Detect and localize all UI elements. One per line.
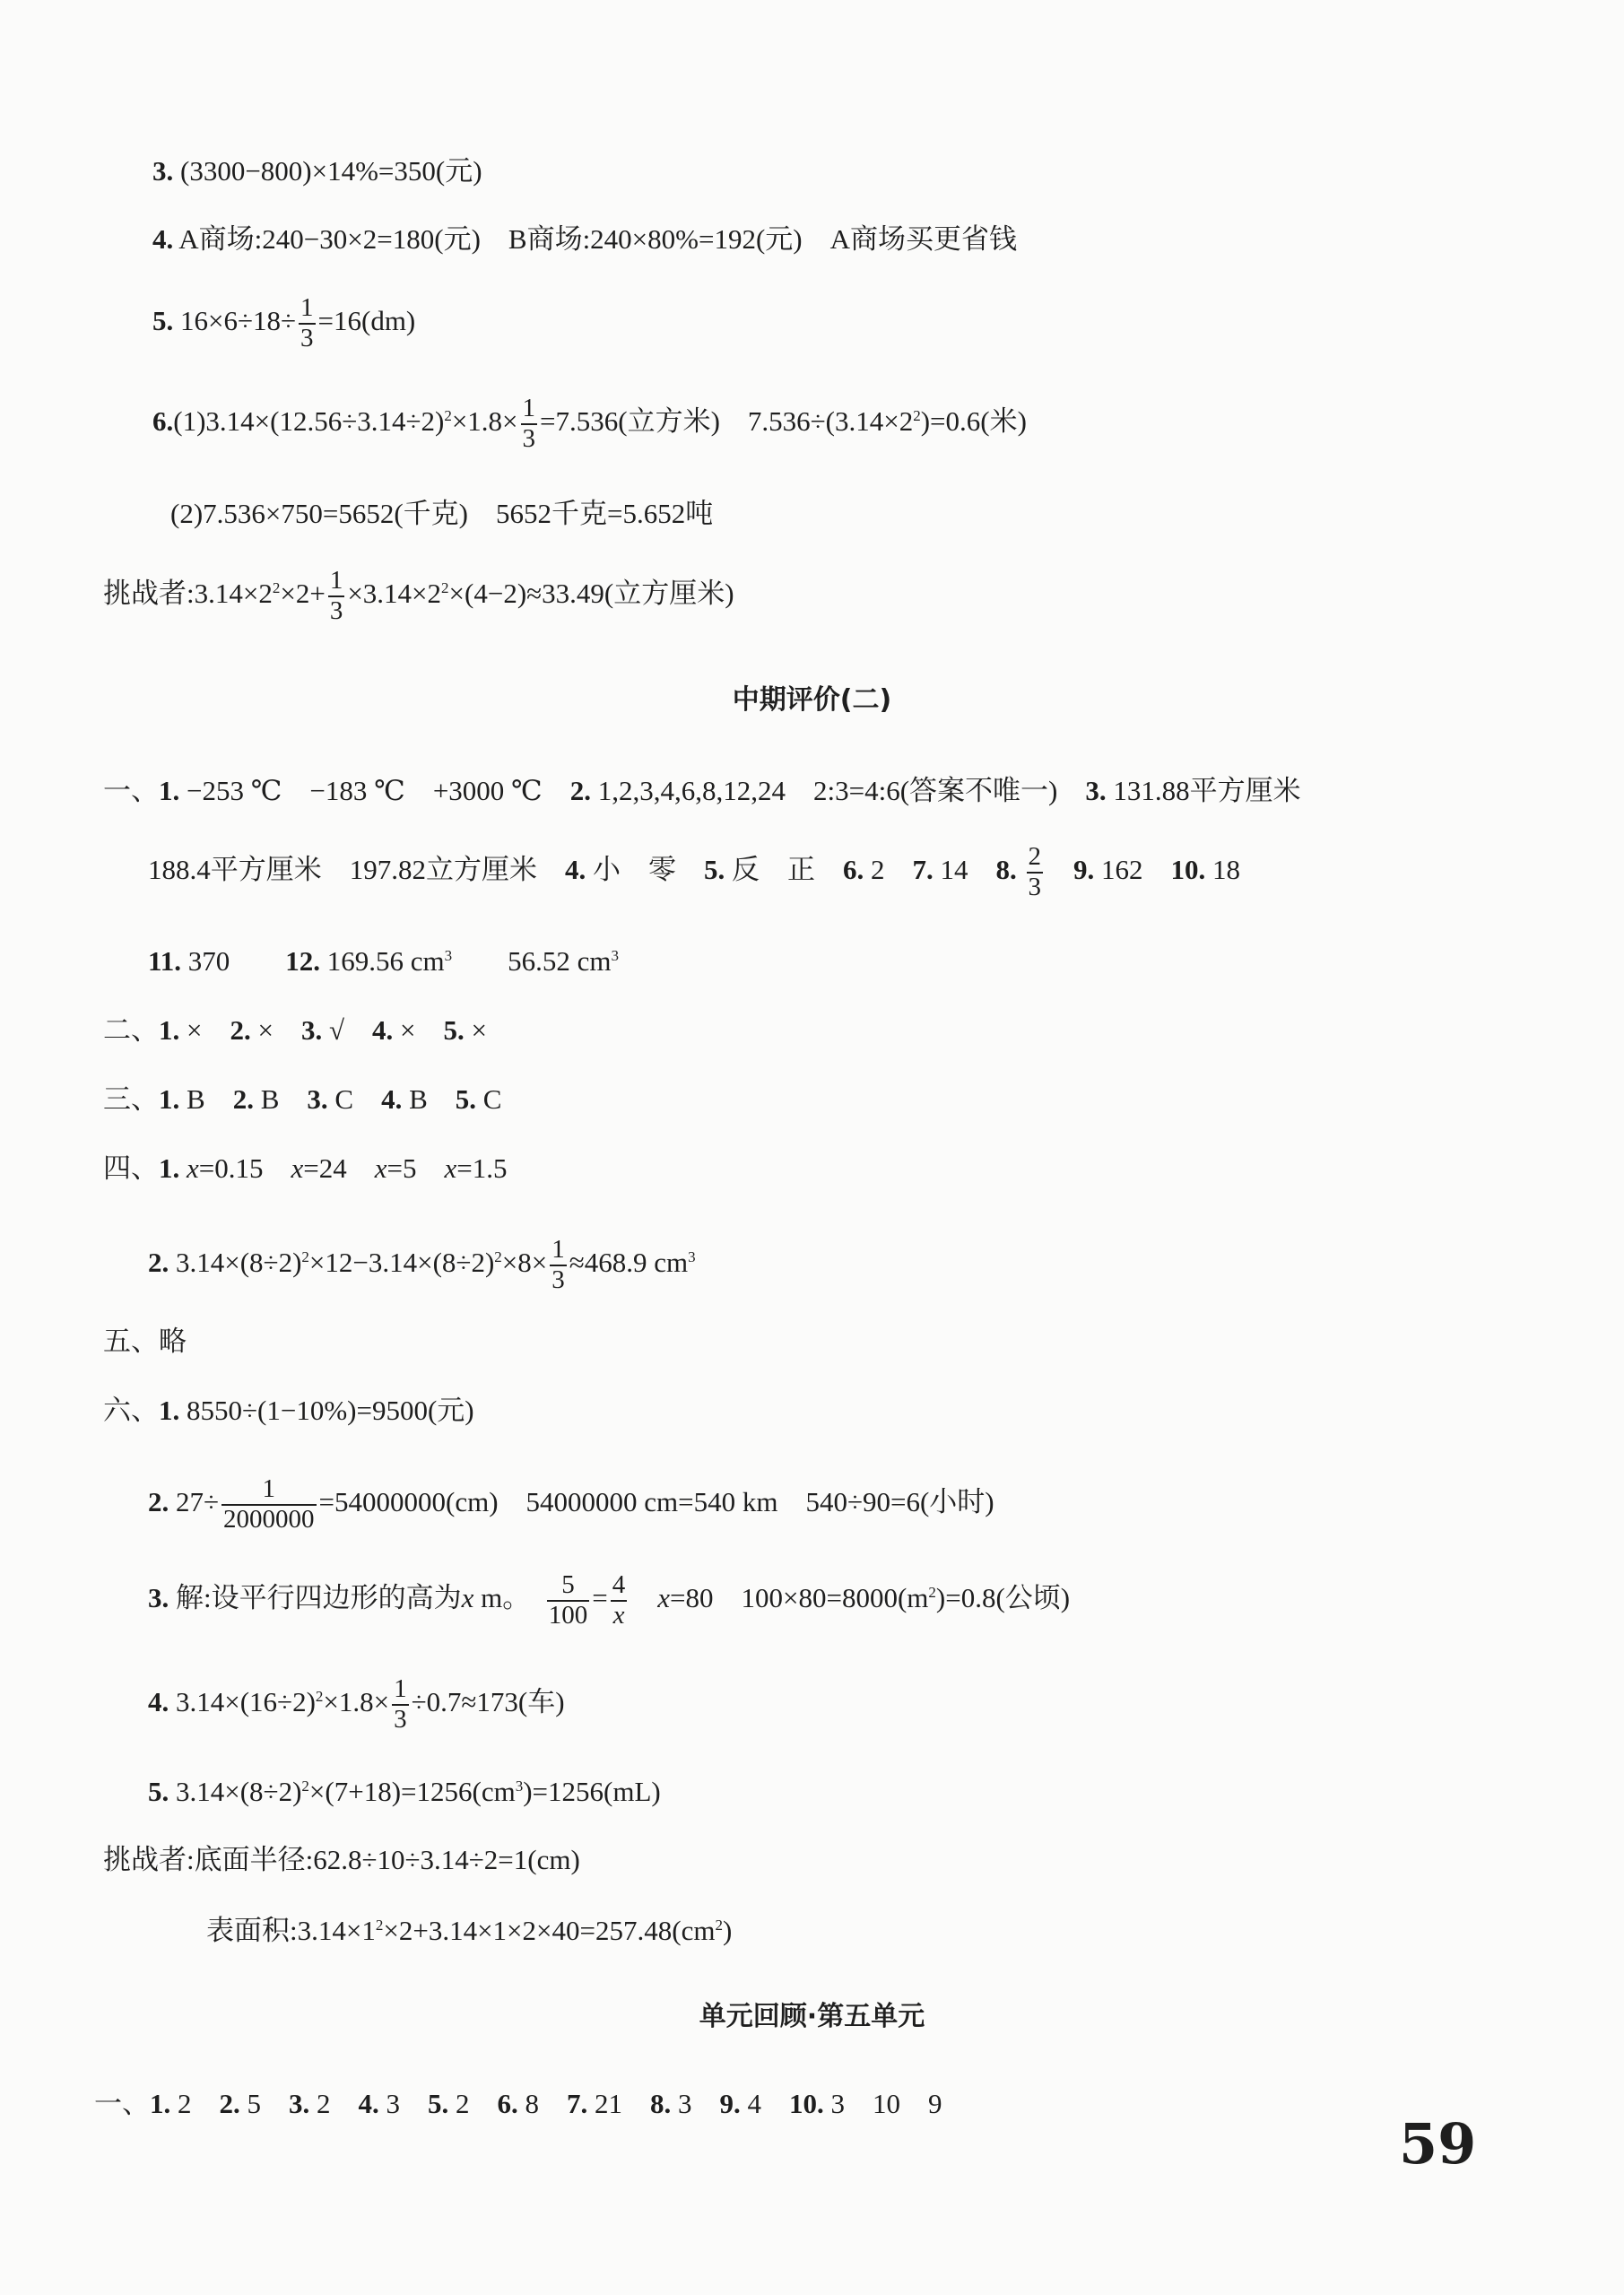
- fraction: $\frac{1}{2000000}$: [223, 1474, 315, 1534]
- part-six-2: 2. 27÷ $\frac{1}{2000000}$ =54000000(cm) 54000000 cm=540 km 540÷90=6(小时): [148, 1474, 994, 1534]
- fraction: $\frac{2}{3}$: [1028, 842, 1041, 901]
- challenge-2b: 表面积$:3.14\times 1^2\times 2+3.14\times 1\times 2\times 40=257.48(cm^2)$: [206, 1915, 733, 1946]
- answer-4: 4. A商场:240−30×2=180(元) B商场:240×80%=192(元) A商场买更省钱: [152, 223, 1018, 255]
- part-six-1: 六、1. 8550÷(1−10%)=9500(元): [103, 1395, 474, 1426]
- answer-5: 5. 16×6÷18÷ $\frac{1}{3}$ =16(dm): [152, 293, 416, 352]
- fraction: $\frac{1}{3}$: [300, 293, 314, 352]
- section-title-unit5: 单元回顾·第五单元: [699, 2001, 925, 2032]
- part-one-row-3: 11. 370 12. 169.56 $cm^3$ 56.52 $cm^3$: [148, 945, 620, 977]
- part-two: 二、1. × 2. × 3. √ 4. × 5. ×: [103, 1014, 487, 1046]
- part-five: 五、略: [103, 1326, 187, 1357]
- part-three: 三、1. B 2. B 3. C 4. B 5. C: [103, 1083, 502, 1115]
- part-one-row-1: 一、1. −253 ℃ −183 ℃ +3000 ℃ 2. 1,2,3,4,6,8,12,24 2:3=4:6(答案不唯一) 3. 131.88平方厘米: [103, 775, 1301, 806]
- part-one-row-2: 188.4平方厘米 197.82立方厘米 4. 小 零 5. 反 正 6. 2 7. 14 8. $\frac{2}{3}$ 9. 162 10. 18: [148, 842, 1240, 901]
- fraction: $\frac{1}{3}$: [551, 1235, 565, 1294]
- part-six-5: 5. $3.14\times(8\div 2)^2\times(7+18)=1256(cm^3)=1256(mL)$: [148, 1776, 661, 1807]
- answer-6-2: (2)7.536×750=5652(千克) 5652千克=5.652吨: [170, 498, 714, 529]
- unit5-part-one: 一、1. 2 2. 5 3. 2 4. 3 5. 2 6. 8 7. 21 8. 3 9. 4 10. 3 10 9: [94, 2088, 942, 2119]
- page-number: 59: [1399, 2111, 1477, 2177]
- fraction: $\frac{1}{3}$: [522, 394, 536, 453]
- challenge-1: 挑战者$:3.14\times 2^2\times 2+$ $\frac{1}{3}$ $\times 3.14\times 2^2\times(4-2)\approx 33.49$(立方厘米): [103, 566, 734, 625]
- fraction: $\frac{1}{3}$: [329, 566, 343, 625]
- fraction: $\frac{4}{x}$: [612, 1570, 626, 1630]
- part-four-1: 四、1. x=0.15 x=24 x=5 x=1.5: [103, 1152, 508, 1184]
- answer-3: 3. (3300−800)×14%=350(元): [152, 155, 482, 187]
- challenge-2a: 挑战者:底面半径:62.8÷10÷3.14÷2=1(cm): [103, 1844, 580, 1875]
- section-title-midterm: 中期评价(二): [732, 684, 892, 716]
- fraction: $\frac{1}{3}$: [394, 1674, 407, 1734]
- part-four-2: 2. $3.14\times(8\div 2)^2\times 12-3.14\times(8\div 2)^2\times 8\times$ $\frac{1}{3}$ ≈468.9 $cm^3$: [148, 1235, 696, 1294]
- part-six-4: 4. $3.14\times(16\div 2)^2\times 1.8\times$ $\frac{1}{3}$ ÷0.7≈173(车): [148, 1674, 565, 1734]
- fraction: $\frac{5}{100}$: [548, 1570, 588, 1630]
- answer-6: $6.(1)3.14\times(12.56\div 3.14\div 2)^2\times 1.8\times$ $\frac{1}{3}$ =7.536(立方米) $7.536\div(3.14\times 2^2)=0.6$(米): [152, 394, 1027, 453]
- part-six-3: 3. 解:设平行四边形的高为x m。 $\frac{5}{100}$ = $\frac{4}{x}$ x=80 $100\times 80=8000(m^2)=0.8$(公顷): [148, 1570, 1071, 1630]
